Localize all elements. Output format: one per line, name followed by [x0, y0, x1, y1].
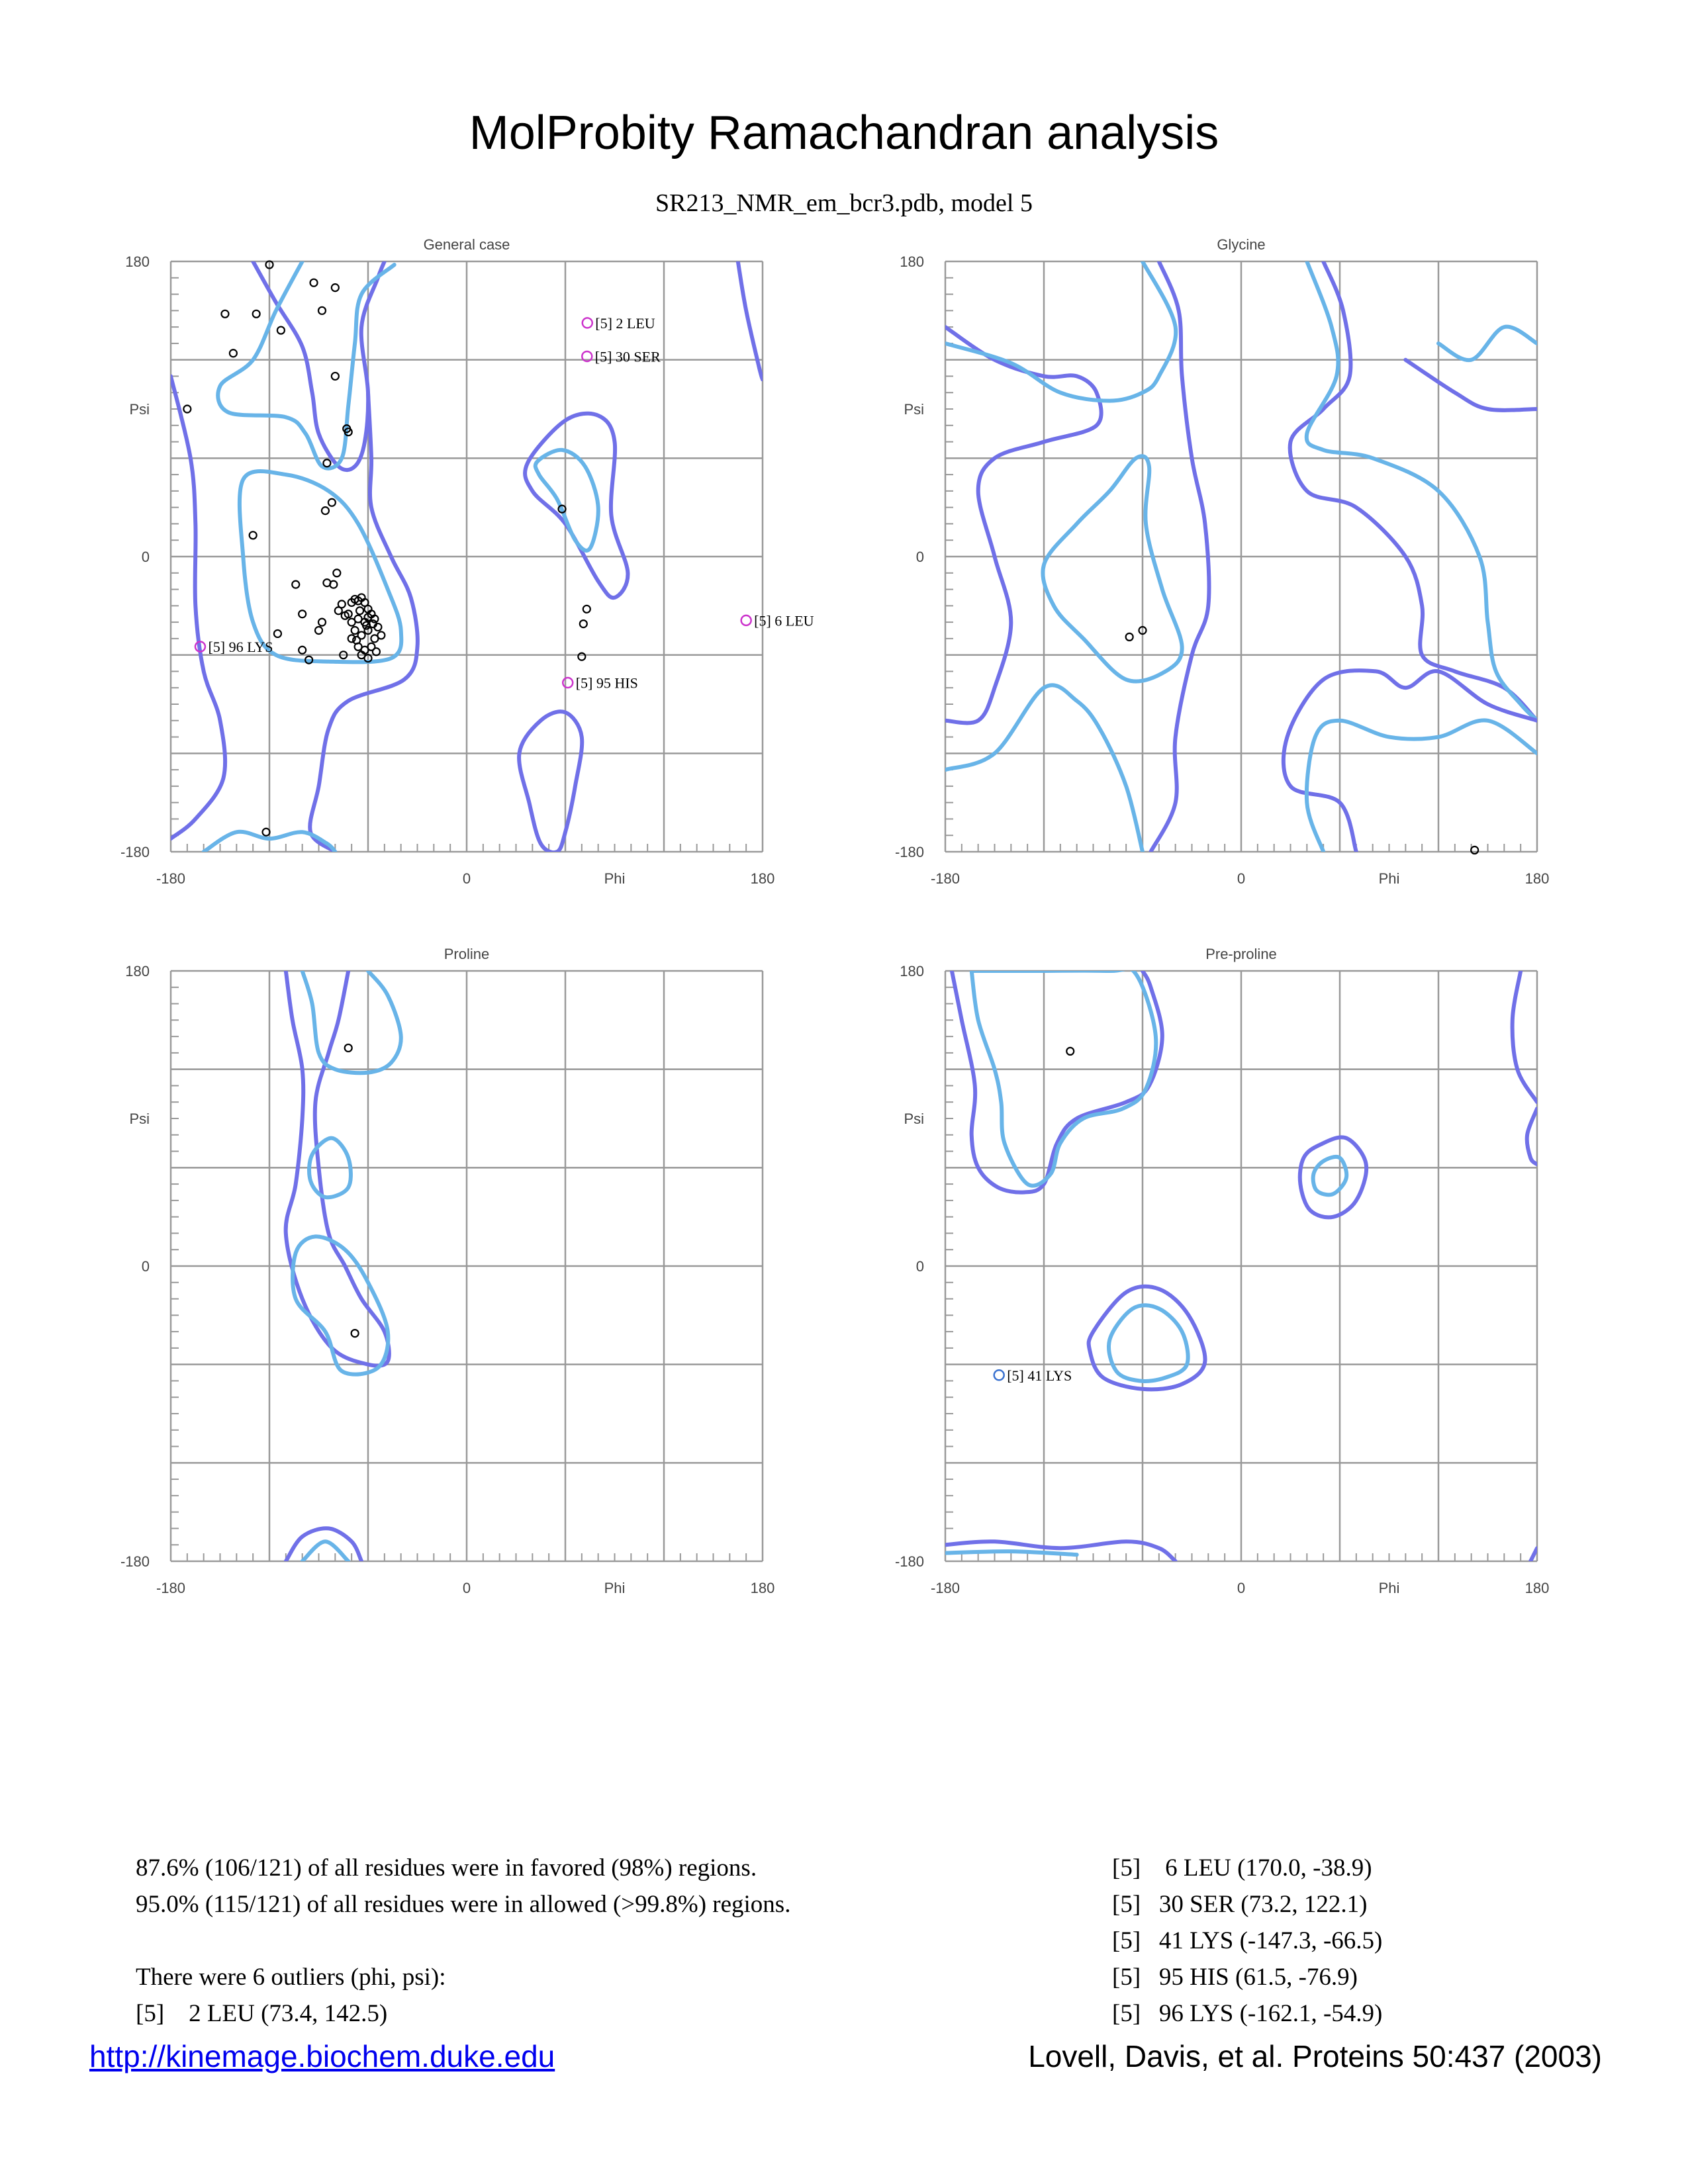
x-axis-label: Phi — [604, 1580, 626, 1596]
plot-proline — [120, 946, 774, 1596]
plot-title: Pre-proline — [1205, 946, 1277, 962]
data-point — [1471, 846, 1478, 854]
allowed-contour — [1513, 971, 1537, 1102]
grid — [945, 971, 1537, 1561]
y-tick-label: 0 — [915, 549, 924, 565]
data-point — [348, 635, 355, 642]
plot-title: General case — [423, 236, 510, 253]
outlier-entry: [5] 2 LEU (73.4, 142.5) — [136, 2000, 388, 2027]
outlier-point — [994, 1370, 1004, 1380]
plot-title: Glycine — [1217, 236, 1266, 253]
allowed-contour — [1300, 1137, 1366, 1217]
axis-ticks — [171, 987, 746, 1561]
allowed-contour — [1527, 1109, 1537, 1164]
y-tick-label: -180 — [894, 844, 924, 860]
data-point — [230, 349, 237, 357]
y-tick-label: 0 — [141, 1258, 150, 1275]
data-point — [345, 1044, 352, 1052]
data-point — [1066, 1048, 1074, 1055]
favored-contour — [1438, 327, 1537, 361]
data-point — [292, 581, 299, 588]
outlier-label: [5] 95 HIS — [575, 674, 638, 692]
plot-general-case — [120, 236, 814, 887]
y-tick-label: 180 — [125, 963, 150, 979]
y-tick-label: -180 — [894, 1553, 924, 1570]
x-axis-label: Phi — [604, 870, 626, 887]
outlier-label: [5] 2 LEU — [595, 314, 655, 332]
allowed-contour — [1284, 670, 1537, 852]
outlier-entry: [5] 95 HIS (61.5, -76.9) — [1112, 1964, 1358, 1991]
axis-ticks — [945, 278, 1521, 852]
page-title: MolProbity Ramachandran analysis — [469, 107, 1219, 159]
allowed-contour — [519, 711, 582, 852]
data-points — [1066, 1048, 1074, 1055]
x-tick-label: 180 — [750, 1580, 775, 1596]
outliers-header: There were 6 outliers (phi, psi): — [136, 1964, 446, 1991]
outliers — [994, 1367, 1072, 1384]
data-point — [274, 630, 281, 637]
outlier-label: [5] 96 LYS — [208, 639, 273, 656]
x-tick-label: -180 — [930, 1580, 961, 1596]
allowed-contour — [1089, 1287, 1205, 1390]
data-point — [583, 606, 590, 613]
y-tick-label: 0 — [915, 1258, 924, 1275]
y-tick-label: -180 — [120, 844, 150, 860]
x-tick-label: -180 — [156, 870, 186, 887]
allowed-stat: 95.0% (115/121) of all residues were in allowed (>99.8%) regions. — [136, 1891, 791, 1918]
plot-pre-proline — [895, 946, 1549, 1596]
x-tick-label: 180 — [750, 870, 775, 887]
data-point — [322, 507, 329, 514]
allowed-contour — [1405, 360, 1537, 410]
data-point — [332, 284, 339, 291]
data-point — [352, 1330, 359, 1337]
y-tick-label: 180 — [125, 253, 150, 270]
data-point — [356, 607, 363, 614]
allowed-contour — [253, 261, 385, 470]
allowed-contour — [286, 1528, 361, 1561]
y-tick-label: -180 — [120, 1553, 150, 1570]
data-point — [352, 627, 359, 634]
data-point — [377, 631, 385, 639]
plot-title: Proline — [444, 946, 490, 962]
x-tick-label: 0 — [462, 870, 471, 887]
data-point — [299, 647, 306, 654]
data-point — [348, 619, 355, 626]
outlier-label: [5] 30 SER — [594, 348, 661, 365]
favored-contour — [1109, 1305, 1188, 1381]
outliers — [195, 315, 814, 692]
y-tick-label: 180 — [900, 963, 924, 979]
summary-stats — [136, 1850, 790, 2032]
favored-contour — [1043, 456, 1182, 681]
data-point — [328, 499, 336, 506]
favored-contour — [1313, 1157, 1347, 1195]
outlier-point — [563, 678, 573, 688]
x-axis-label: Phi — [1378, 870, 1400, 887]
x-tick-label: 180 — [1524, 870, 1550, 887]
y-axis-label: Psi — [129, 401, 150, 418]
data-point — [580, 620, 587, 627]
outlier-label: [5] 41 LYS — [1007, 1367, 1072, 1384]
data-point — [318, 619, 326, 626]
outlier-point — [741, 615, 751, 625]
x-axis-label: Phi — [1378, 1580, 1400, 1596]
kinemage-link[interactable]: http://kinemage.biochem.duke.edu — [89, 2039, 555, 2073]
y-tick-label: 180 — [900, 253, 924, 270]
citation: Lovell, Davis, et al. Proteins 50:437 (2003) — [1028, 2039, 1602, 2073]
x-tick-label: 180 — [1524, 1580, 1550, 1596]
outlier-point — [583, 318, 592, 328]
data-point — [253, 310, 260, 318]
y-tick-label: 0 — [141, 549, 150, 565]
data-point — [332, 373, 339, 380]
outlier-entry: [5] 6 LEU (170.0, -38.9) — [1112, 1854, 1372, 1882]
data-point — [250, 531, 257, 539]
outlier-list — [1112, 1850, 1382, 2032]
data-point — [323, 459, 330, 467]
favored-contour — [1307, 720, 1537, 852]
y-axis-label: Psi — [129, 1111, 150, 1127]
x-tick-label: 0 — [1237, 870, 1246, 887]
favored-contour — [303, 1541, 349, 1561]
data-point — [183, 406, 191, 413]
favored-contour — [303, 971, 401, 1073]
data-point — [338, 600, 346, 608]
data-point — [315, 627, 322, 634]
allowed-contour — [525, 414, 628, 598]
axis-ticks — [945, 987, 1521, 1561]
data-point — [310, 279, 318, 287]
data-point — [1126, 633, 1133, 641]
favored-contour — [945, 261, 1176, 401]
allowed-contour — [738, 261, 763, 379]
x-tick-label: 0 — [462, 1580, 471, 1596]
page-subtitle: SR213_NMR_em_bcr3.pdb, model 5 — [655, 189, 1033, 217]
x-tick-label: -180 — [930, 870, 961, 887]
allowed-contour — [1530, 1548, 1537, 1561]
data-point — [299, 610, 306, 617]
favored-stat: 87.6% (106/121) of all residues were in favored (98%) regions. — [136, 1854, 757, 1882]
x-tick-label: -180 — [156, 1580, 186, 1596]
data-point — [333, 569, 340, 576]
outlier-entry: [5] 41 LYS (-147.3, -66.5) — [1112, 1927, 1383, 1954]
allowed-contour — [171, 376, 225, 839]
x-tick-label: 0 — [1237, 1580, 1246, 1596]
outlier-entry: [5] 96 LYS (-162.1, -54.9) — [1112, 2000, 1383, 2027]
plot-glycine — [895, 236, 1549, 887]
data-point — [318, 307, 326, 314]
outlier-label: [5] 6 LEU — [754, 612, 814, 629]
favored-contour — [972, 968, 1156, 1185]
y-axis-label: Psi — [904, 401, 924, 418]
outlier-entry: [5] 30 SER (73.2, 122.1) — [1112, 1891, 1368, 1918]
data-point — [277, 327, 285, 334]
grid — [171, 971, 763, 1561]
data-point — [221, 310, 228, 318]
favored-contour — [536, 450, 598, 551]
data-point — [578, 653, 585, 660]
y-axis-label: Psi — [904, 1111, 924, 1127]
